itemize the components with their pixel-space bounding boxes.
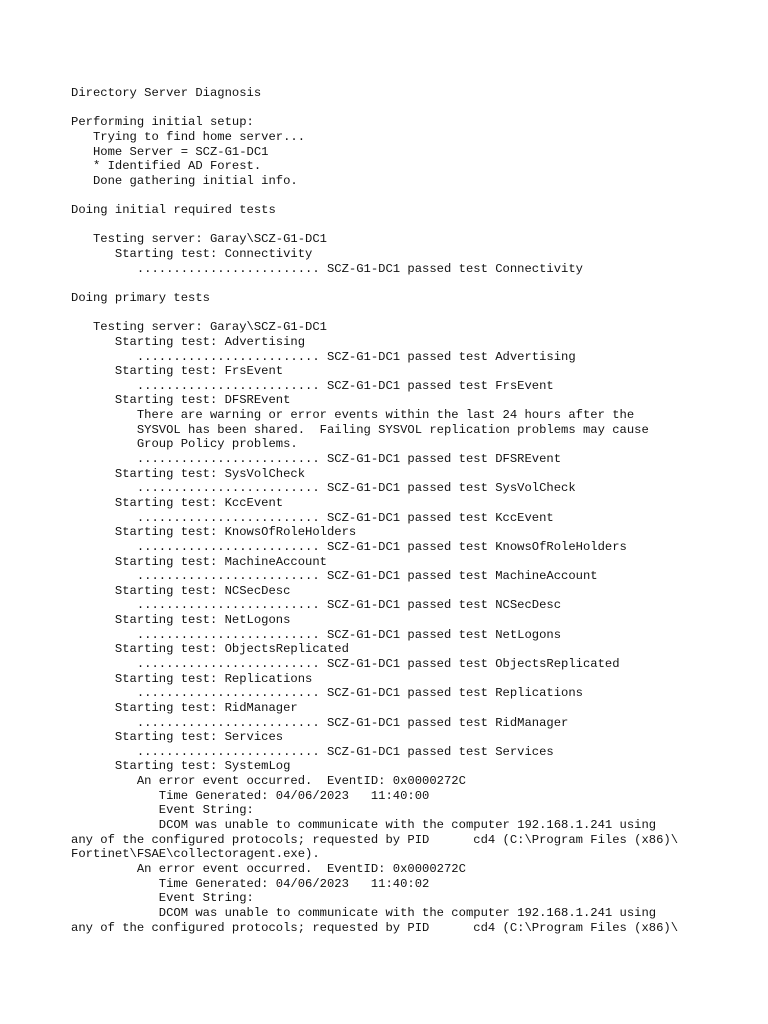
output-line: ......................... SCZ-G1-DC1 passed test SysVolCheck bbox=[71, 481, 576, 496]
output-line: Starting test: RidManager bbox=[71, 700, 298, 715]
output-line: ......................... SCZ-G1-DC1 passed test Connectivity bbox=[71, 261, 583, 276]
output-line: ......................... SCZ-G1-DC1 passed test NetLogons bbox=[71, 627, 562, 642]
output-line: Time Generated: 04/06/2023 11:40:02 bbox=[71, 876, 430, 891]
output-line: any of the configured protocols; requested by PID cd4 (C:\Program Files (x86)\ bbox=[71, 920, 679, 935]
output-line: Starting test: Replications bbox=[71, 671, 313, 686]
output-line: * Identified AD Forest. bbox=[71, 159, 262, 174]
output-line: Fortinet\FSAE\collectoragent.exe). bbox=[71, 847, 320, 862]
output-line: Event String: bbox=[71, 803, 254, 818]
output-line: Starting test: ObjectsReplicated bbox=[71, 642, 349, 657]
output-line: Starting test: SysVolCheck bbox=[71, 466, 306, 481]
output-line: Starting test: NetLogons bbox=[71, 613, 291, 628]
output-line: Home Server = SCZ-G1-DC1 bbox=[71, 144, 269, 159]
output-line: SYSVOL has been shared. Failing SYSVOL replication problems may cause bbox=[71, 422, 649, 437]
output-line: Starting test: Connectivity bbox=[71, 247, 313, 262]
output-line: Starting test: KccEvent bbox=[71, 495, 284, 510]
output-line: any of the configured protocols; requested by PID cd4 (C:\Program Files (x86)\ bbox=[71, 832, 679, 847]
output-line: ......................... SCZ-G1-DC1 passed test DFSREvent bbox=[71, 452, 562, 467]
output-line: ......................... SCZ-G1-DC1 passed test NCSecDesc bbox=[71, 598, 562, 613]
output-line: ......................... SCZ-G1-DC1 passed test Advertising bbox=[71, 349, 576, 364]
dcdiag-output bbox=[71, 86, 751, 935]
output-line bbox=[71, 101, 751, 116]
output-line: Starting test: KnowsOfRoleHolders bbox=[71, 525, 357, 540]
output-line: ......................... SCZ-G1-DC1 passed test KnowsOfRoleHolders bbox=[71, 539, 627, 554]
output-line: There are warning or error events within the last 24 hours after the bbox=[71, 408, 635, 423]
output-line: Starting test: DFSREvent bbox=[71, 393, 291, 408]
output-line: Starting test: FrsEvent bbox=[71, 364, 284, 379]
output-line: Testing server: Garay\SCZ-G1-DC1 bbox=[71, 320, 327, 335]
output-line: ......................... SCZ-G1-DC1 passed test RidManager bbox=[71, 715, 569, 730]
output-line: Starting test: Services bbox=[71, 730, 284, 745]
output-line: ......................... SCZ-G1-DC1 passed test KccEvent bbox=[71, 510, 554, 525]
output-line: Trying to find home server... bbox=[71, 129, 306, 144]
output-line: Starting test: Advertising bbox=[71, 334, 306, 349]
output-line: Starting test: MachineAccount bbox=[71, 554, 327, 569]
output-line: ......................... SCZ-G1-DC1 passed test Services bbox=[71, 744, 554, 759]
output-line: Doing initial required tests bbox=[71, 203, 276, 218]
output-line: ......................... SCZ-G1-DC1 passed test ObjectsReplicated bbox=[71, 656, 620, 671]
output-line: DCOM was unable to communicate with the computer 192.168.1.241 using bbox=[71, 905, 657, 920]
output-line: Event String: bbox=[71, 891, 254, 906]
output-line: Doing primary tests bbox=[71, 290, 210, 305]
output-line: Performing initial setup: bbox=[71, 115, 254, 130]
output-line: An error event occurred. EventID: 0x0000272C bbox=[71, 774, 466, 789]
output-line: ......................... SCZ-G1-DC1 passed test MachineAccount bbox=[71, 569, 598, 584]
output-line bbox=[71, 276, 751, 291]
output-line bbox=[71, 188, 751, 203]
output-line: DCOM was unable to communicate with the computer 192.168.1.241 using bbox=[71, 818, 657, 833]
output-line: Starting test: NCSecDesc bbox=[71, 583, 291, 598]
output-line bbox=[71, 306, 751, 321]
output-line: Directory Server Diagnosis bbox=[71, 86, 262, 100]
output-line: An error event occurred. EventID: 0x0000272C bbox=[71, 861, 466, 876]
output-line: ......................... SCZ-G1-DC1 passed test FrsEvent bbox=[71, 378, 554, 393]
output-line: Done gathering initial info. bbox=[71, 173, 298, 188]
output-line: Starting test: SystemLog bbox=[71, 759, 291, 774]
output-line bbox=[71, 218, 751, 233]
output-line: Time Generated: 04/06/2023 11:40:00 bbox=[71, 788, 430, 803]
output-line: Group Policy problems. bbox=[71, 437, 298, 452]
output-line: ......................... SCZ-G1-DC1 passed test Replications bbox=[71, 686, 583, 701]
output-line: Testing server: Garay\SCZ-G1-DC1 bbox=[71, 232, 327, 247]
